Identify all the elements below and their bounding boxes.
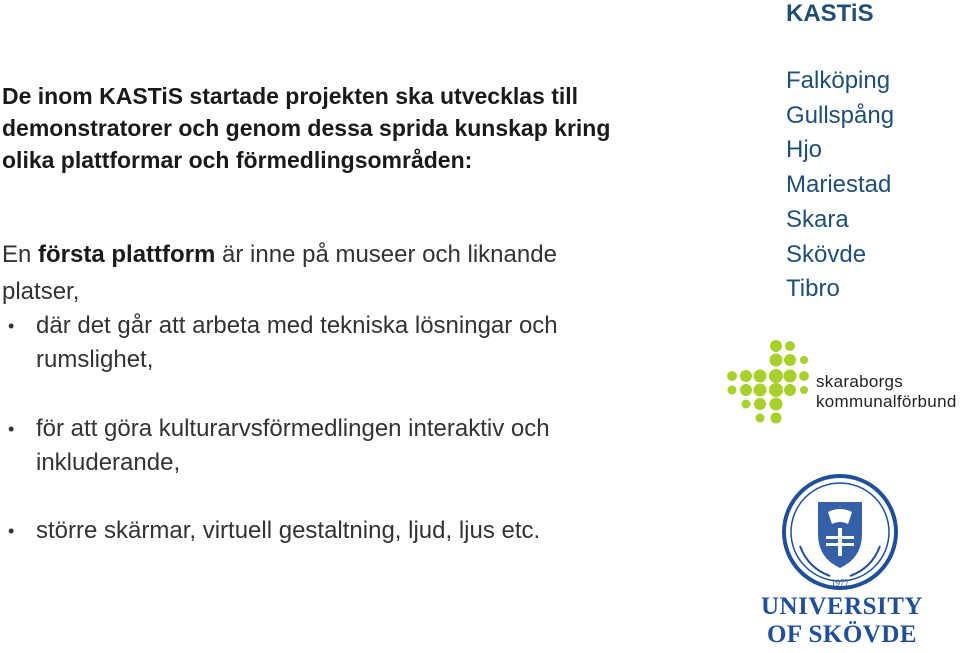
bullet-icon: •: [8, 316, 15, 336]
platform-suffix: är inne på museer och liknande platser,: [2, 241, 557, 305]
dot-cross-icon: [724, 338, 814, 428]
municipality-list: [786, 64, 894, 307]
bullet-icon: •: [8, 419, 15, 439]
seal-icon: [778, 472, 902, 592]
municipality-item: Skövde: [786, 240, 867, 268]
skaraborg-line1: skaraborgs: [816, 372, 904, 391]
municipality-item: Tibro: [786, 275, 840, 303]
bullet-text: för att göra kulturarvsförmedlingen interaktiv och inkluderande,: [36, 415, 550, 476]
municipality-item: Skara: [786, 205, 849, 233]
university-line1: UNIVERSITY: [761, 593, 923, 620]
municipality-item: Mariestad: [786, 171, 892, 199]
bullet-item: [8, 514, 636, 548]
university-logo-text: [752, 593, 932, 649]
platform-prefix: En: [2, 241, 32, 268]
municipality-item: Gullspång: [786, 101, 895, 129]
bullet-item: [8, 309, 636, 377]
municipality-item: Hjo: [786, 136, 823, 164]
page-title: KASTiS: [786, 0, 874, 27]
skaraborg-logo-text: [816, 372, 957, 412]
bullet-icon: •: [8, 521, 15, 541]
bullet-text: där det går att arbeta med tekniska lösningar och rumslighet,: [36, 312, 558, 373]
intro-paragraph: De inom KASTiS startade projekten ska utvecklas till demonstratorer och genom dessa sprida kunskap kring olika plattformar och förmedlingsområden:: [2, 83, 611, 173]
platform-emphasis: första plattform: [38, 241, 216, 268]
university-year: 1977: [831, 578, 849, 588]
university-line2: OF SKÖVDE: [766, 621, 918, 648]
municipality-item: Falköping: [786, 67, 891, 94]
bullet-item: [8, 412, 636, 480]
platform-paragraph: [2, 236, 622, 310]
skaraborg-line2: kommunalförbund: [816, 392, 957, 411]
bullet-text: större skärmar, virtuell gestaltning, ljud, ljus etc.: [36, 517, 541, 544]
